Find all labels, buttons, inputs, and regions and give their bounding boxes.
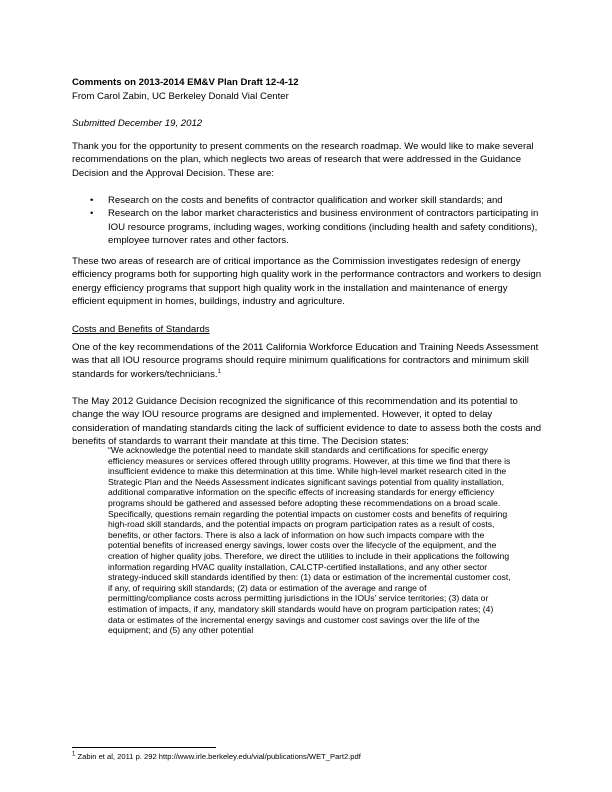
bullet-icon: •: [90, 195, 94, 206]
intro-paragraph: Thank you for the opportunity to present comments on the research roadmap. We would like to make several recommendations on the plan, which neglects two areas of research that were addressed in the Guidance Decision and the Approval Decision. These are:: [72, 141, 534, 179]
footnote: $^1$ Zabin et al, 2011 p. 292 http://www.irle.berkeley.edu/vial/publications/WET_Part2.pdf: [72, 751, 361, 761]
list-item: • Research on the labor market characteristics and business environment of contractors participating in IOU resource programs, including wages, working conditions (including health and safety conditions), employee turnover rates and other factors.: [90, 208, 539, 247]
submitted-date: Submitted December 19, 2012: [72, 118, 203, 129]
two-areas-paragraph: These two areas of research are of critical importance as the Commission investigates redesign of energy efficiency programs both for supporting high quality work in the performance contractors and workers to design energy efficiency programs that support high quality work in the installation and maintenance of energy efficient equipment in homes, buildings, industry and agriculture.: [72, 256, 542, 308]
footnote-text[interactable]: Zabin et al, 2011 p. 292 http://www.irle.berkeley.edu/vial/publications/WET_Part2.pdf: [77, 752, 361, 761]
author-line: From Carol Zabin, UC Berkeley Donald Vial Center: [72, 91, 289, 102]
research-areas-list: [72, 194, 542, 248]
footnote-reference[interactable]: 1: [217, 368, 221, 375]
bullet-icon: •: [90, 208, 94, 220]
recommendation-paragraph: One of the key recommendations of the 2011 California Workforce Education and Training Needs Assessment was that all IOU resource programs should require minimum qualifications for contractors and minimum skill standards for workers/technicians.$^1$: [72, 342, 539, 380]
guidance-paragraph: The May 2012 Guidance Decision recognized the significance of this recommendation and its potential to change the way IOU resource programs are designed and implemented. However, it opted to delay consideration of mandating standards citing the lack of sufficient evidence to date to assess both the costs and benefits of standards to warrant their mandate at this time. The Decision states:: [72, 396, 542, 448]
decision-quote: “We acknowledge the potential need to mandate skill standards and certifications for specific energy efficiency measures or services offered through utility programs. However, at this time we find that there is insufficient evidence to make this determination at this time. While high-level market research cited in the Strategic Plan and the Needs Assessment indicates significant savings potential from quality installation, additional comparative information on the specific effects of increasing standards for energy efficiency programs should be gathered and assessed before adopting these recommendations on a broad scale. Specifically, questions remain regarding the potential impacts on customer costs and benefits of requiring high-road skill standards, and the potential impacts on program participation rates as a result of costs, benefits, or other factors. There is also a lack of information on how such impacts compare with the potential benefits of increased energy savings, lower costs over the lifecycle of the equipment, and the creation of higher quality jobs. Therefore, we direct the utilities to include in their applications the following information regarding HVAC quality installation, CALCTP-certified installations, and any other sector strategy-induced skill standards identified by then: (1) data or estimation of the incremental customer cost, if any, of requiring skill standards; (2) data or estimation of the average and range of permitting/compliance costs across permitting jurisdictions in the IOUs’ service territories; (3) data or estimation of impacts, if any, mandatory skill standards would have on program participation rates; (4) data or estimates of the incremental energy savings and customer cost savings over the life of the equipment; and (5) any other potential: [108, 445, 511, 636]
list-item: • Research on the costs and benefits of contractor qualification and worker skill standards; and: [90, 195, 503, 206]
document-title: Comments on 2013-2014 EM&V Plan Draft 12-4-12: [72, 77, 299, 88]
section-heading: Costs and Benefits of Standards: [72, 324, 210, 335]
footnote-divider: [72, 747, 216, 748]
